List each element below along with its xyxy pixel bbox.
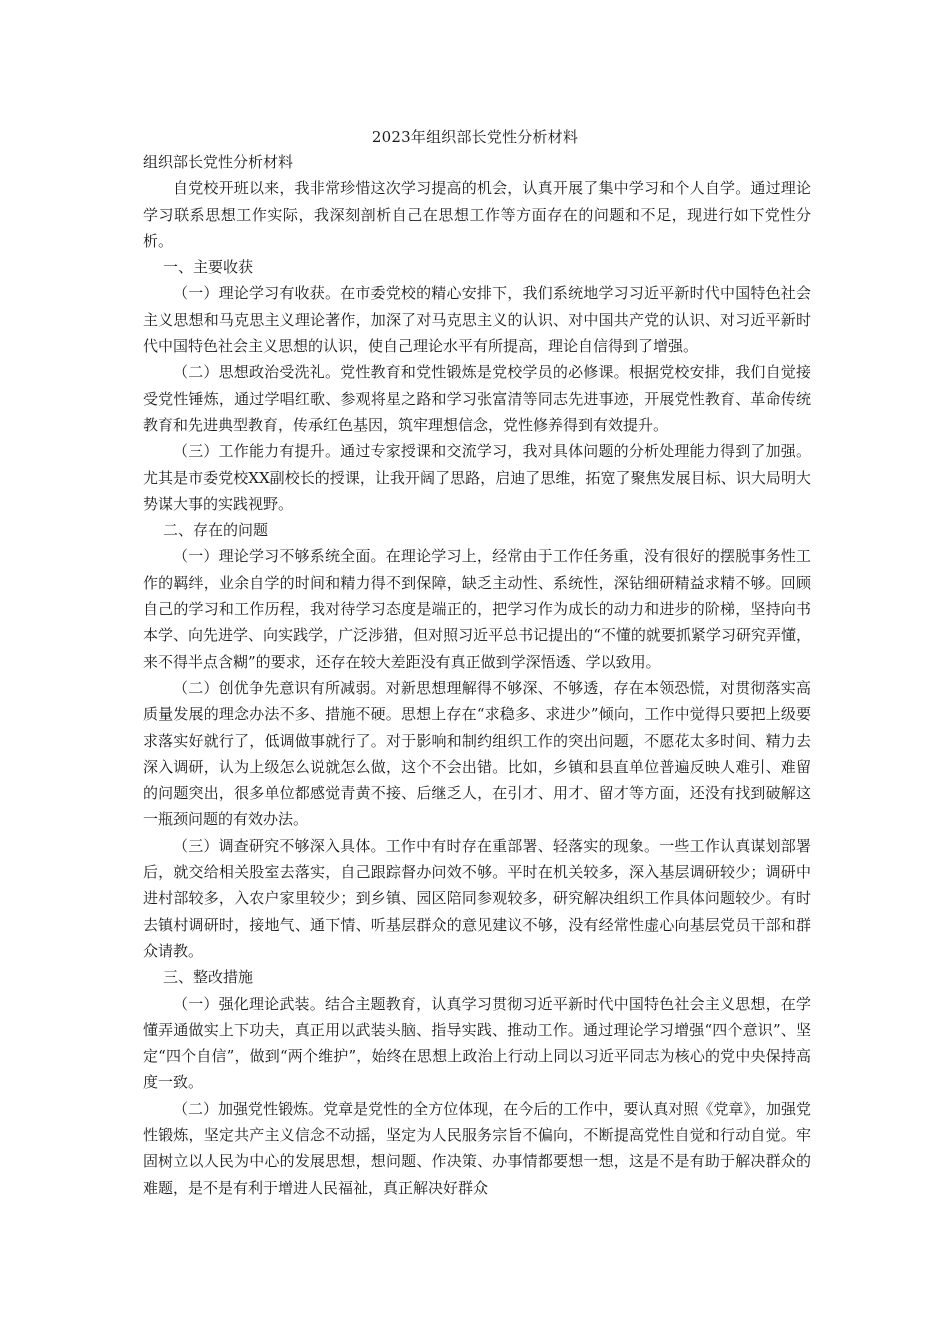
intro-paragraph: 自党校开班以来，我非常珍惜这次学习提高的机会，认真开展了集中学习和个人自学。通过理论学习联系思想工作实际，我深刻剖析自己在思想工作等方面存在的问题和不足，现进行如下党性分析。 [143, 179, 811, 250]
paragraph: （一）理论学习有收获。在市委党校的精心安排下，我们系统地学习习近平新时代中国特色社会主义思想和马克思主义理论著作，加深了对马克思主义的认识、对中国共产党的认识、对习近平新时代中国特色社会主义思想的认识，使自己理论水平有所提高，理论自信得到了增强。 [143, 284, 811, 356]
paragraph: （二）加强党性锻炼。党章是党性的全方位体现，在今后的工作中，要认真对照《党章》，加强党性锻炼，坚定共产主义信念不动摇，坚定为人民服务宗旨不偏向，不断提高党性自觉和行动自觉。牢固树立以人民为中心的发展思想，想问题、作决策、办事情都要想一想，这是不是有助于解决群众的难题，是不是有利于增进人民福祉，真正解决好群众 [143, 1099, 811, 1197]
document-body [143, 149, 811, 1201]
section-heading-problems: 二、存在的问题 [163, 521, 269, 540]
paragraph: （二）思想政治受洗礼。党性教育和党性锻炼是党校学员的必修课。根据党校安排，我们自觉接受党性锤炼，通过学唱红歌、参观将星之路和学习张富清等同志先进事迹，开展党性教育、革命传统教育和先进典型教育，传承红色基因，筑牢理想信念，党性修养得到有效提升。 [143, 363, 811, 434]
paragraph: （一）强化理论武装。结合主题教育，认真学习贯彻习近平新时代中国特色社会主义思想，在学懂弄通做实上下功夫，真正用以武装头脑、指导实践、推动工作。通过理论学习增强“四个意识”、坚定“四个自信”，做到“两个维护”，始终在思想上政治上行动上同以习近平同志为核心的党中央保持高度一致。 [143, 994, 811, 1092]
paragraph: （三）调查研究不够深入具体。工作中有时存在重部署、轻落实的现象。一些工作认真谋划部署后，就交给相关股室去落实，自己跟踪督办问效不够。平时在机关较多，深入基层调研较少；调研中进村部较多，入农户家里较少；到乡镇、园区陪同参观较多，研究解决组织工作具体问题较少。有时去镇村调研时，接地气、通下情、听基层群众的意见建议不够，没有经常性虚心向基层党员干部和群众请教。 [143, 836, 811, 960]
paragraph: （二）创优争先意识有所减弱。对新思想理解得不够深、不够透，存在本领恐慌，对贯彻落实高质量发展的理念办法不多、措施不硬。思想上存在“求稳多、求进少”倾向，工作中觉得只要把上级要求落实好就行了，低调做事就行了。对于影响和制约组织工作的突出问题，不愿花太多时间、精力去深入调研，认为上级怎么说就怎么做，这个不会出错。比如，乡镇和县直单位普遍反映人难引、难留的问题突出，很多单位都感觉青黄不接、后继乏人，在引才、用才、留才等方面，还没有找到破解这一瓶颈问题的有效办法。 [143, 678, 811, 829]
paragraph: （三）工作能力有提升。通过专家授课和交流学习，我对具体问题的分析处理能力得到了加强。尤其是市委党校XX副校长的授课，让我开阔了思路，启迪了思维，拓宽了聚焦发展目标、识大局明大势谋大事的实践视野。 [143, 442, 811, 513]
document-subtitle: 组织部长党性分析材料 [143, 153, 294, 171]
section-heading-measures: 三、整改措施 [163, 968, 254, 987]
paragraph: （一）理论学习不够系统全面。在理论学习上，经常由于工作任务重，没有很好的摆脱事务性工作的羁绊，业余自学的时间和精力得不到保障，缺乏主动性、系统性，深钻细研精益求精不够。回顾自己的学习和工作历程，我对待学习态度是端正的，把学习作为成长的动力和进步的阶梯，坚持向书本学、向先进学、向实践学，广泛涉猎，但对照习近平总书记提出的“不懂的就要抓紧学习研究弄懂，来不得半点含糊”的要求，还存在较大差距没有真正做到学深悟透、学以致用。 [143, 547, 811, 671]
section-heading-gains: 一、主要收获 [163, 258, 254, 277]
document-title: 2023年组织部长党性分析材料 [371, 128, 579, 146]
